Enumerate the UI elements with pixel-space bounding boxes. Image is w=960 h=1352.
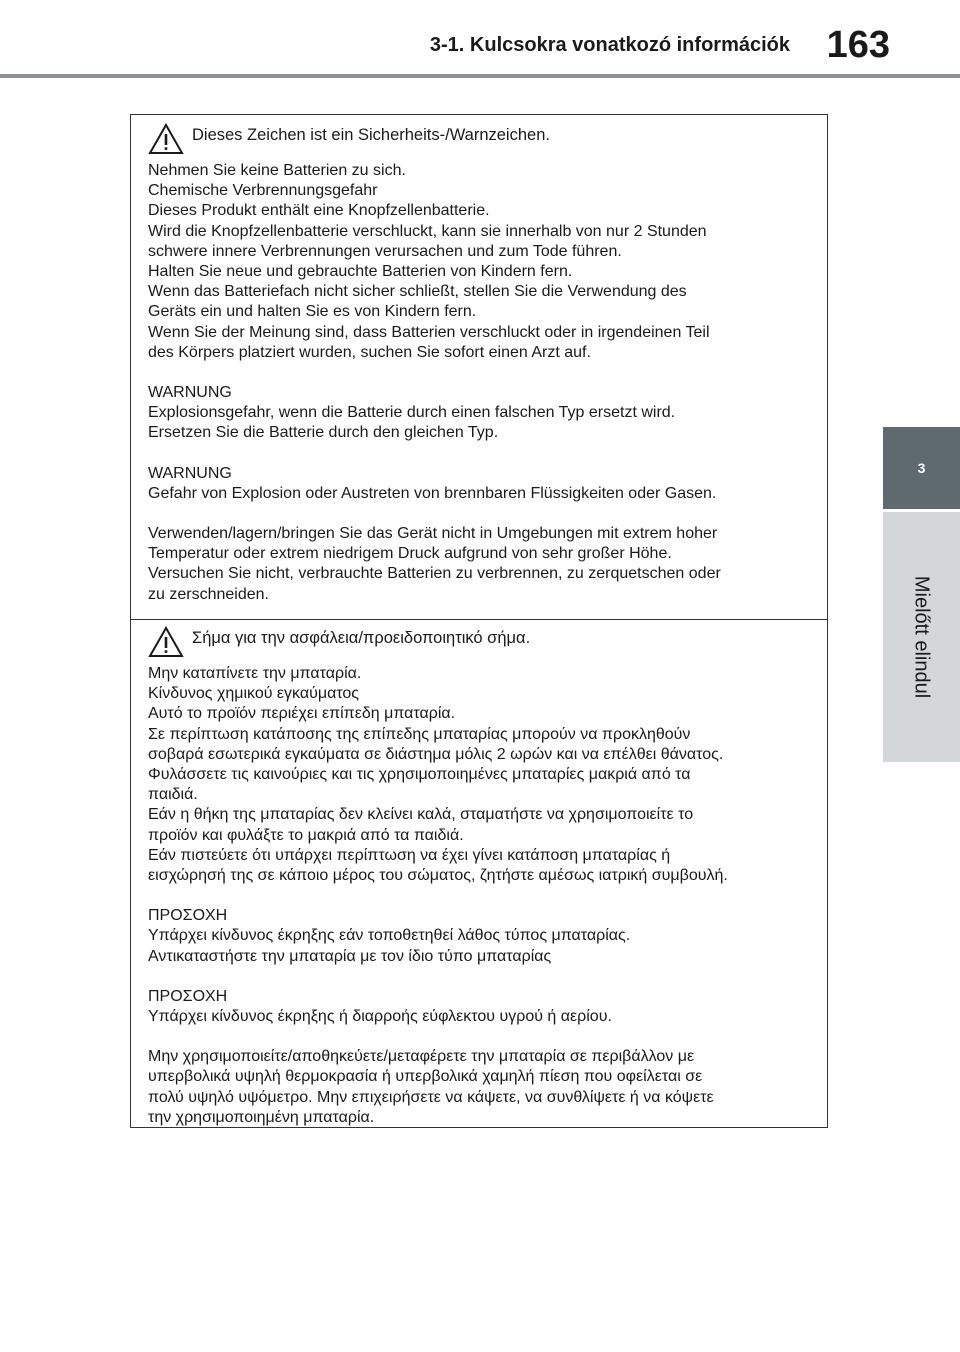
text-line: υπερβολικά υψηλή θερμοκρασία ή υπερβολικά χαμηλή πίεση που οφείλεται σε: [148, 1068, 703, 1086]
text-line: WARNUNG: [148, 384, 232, 402]
text-line: Αυτό το προϊόν περιέχει επίπεδη μπαταρία.: [148, 705, 456, 723]
text-line: Αντικαταστήστε την μπαταρία με τον ίδιο τύπο μπαταρίας: [148, 947, 552, 965]
text-line: σοβαρά εσωτερικά εγκαύματα σε διάστημα μόλις 2 ωρών και να επέλθει θάνατος.: [148, 745, 724, 763]
text-line: Υπάρχει κίνδυνος έκρηξης εάν τοποθετηθεί λάθος τύπος μπαταρίας.: [148, 927, 631, 945]
warning-heading: Σήμα για την ασφάλεια/προειδοποιητικό σήμα.: [192, 629, 531, 647]
text-line: Κίνδυνος χημικού εγκαύματος: [148, 685, 360, 703]
text-line: παιδιά.: [148, 786, 198, 804]
text-line: Wird die Knopfzellenbatterie verschluckt, kann sie innerhalb von nur 2 Stunden: [148, 222, 707, 240]
chapter-tab-label: [883, 512, 960, 762]
text-line: des Körpers platziert wurden, suchen Sie sofort einen Arzt auf.: [148, 343, 591, 361]
chapter-title: Mielőtt elindul: [910, 575, 933, 699]
paragraph-warning-explosion: [148, 987, 819, 1027]
text-line: Ersetzen Sie die Batterie durch den gleichen Typ.: [148, 424, 499, 442]
text-line: Halten Sie neue und gebrauchte Batterien von Kindern fern.: [148, 263, 573, 281]
text-line: ΠΡΟΣΟΧΗ: [148, 907, 228, 925]
text-line: Verwenden/lagern/bringen Sie das Gerät nicht in Umgebungen mit extrem hoher: [148, 525, 718, 543]
text-line: Nehmen Sie keine Batterien zu sich.: [148, 162, 406, 179]
text-line: προϊόν και φυλάξτε το μακριά από τα παιδιά.: [148, 826, 464, 844]
text-line: Μην καταπίνετε την μπαταρία.: [148, 665, 362, 682]
text-line: WARNUNG: [148, 464, 232, 482]
chapter-tab-number: [883, 427, 960, 509]
text-line: zu zerschneiden.: [148, 585, 269, 603]
warning-heading-row: [148, 626, 819, 664]
text-line: Dieses Produkt enthält eine Knopfzellenbatterie.: [148, 202, 490, 220]
text-line: Wenn das Batteriefach nicht sicher schließt, stellen Sie die Verwendung des: [148, 283, 687, 301]
paragraph-warning-explosion: [148, 464, 819, 504]
text-line: Explosionsgefahr, wenn die Batterie durch einen falschen Typ ersetzt wird.: [148, 404, 676, 422]
header-rule: [0, 74, 960, 78]
text-line: εισχώρησή της σε κάποιο μέρος του σώματος, ζητήστε αμέσως ιατρική συμβουλή.: [148, 867, 728, 885]
paragraph-ingestion: [148, 664, 819, 886]
warning-triangle-icon: [148, 123, 184, 155]
paragraph-warning-type: [148, 906, 819, 967]
warning-box-greek: [130, 620, 828, 1128]
text-line: Chemische Verbrennungsgefahr: [148, 182, 378, 200]
text-line: την χρησιμοποιημένη μπαταρία.: [148, 1108, 375, 1126]
section-title: 3-1. Kulcsokra vonatkozó információk: [429, 34, 790, 56]
warning-box-german: [130, 114, 828, 620]
text-line: Geräts ein und halten Sie es von Kindern fern.: [148, 303, 477, 321]
text-line: Εάν πιστεύετε ότι υπάρχει περίπτωση να έχει γίνει κατάποση μπαταρίας ή: [148, 846, 671, 864]
text-line: πολύ υψηλό υψόμετρο. Μην επιχειρήσετε να κάψετε, να συνθλίψετε ή να κόψετε: [148, 1088, 714, 1106]
warning-triangle-icon: [148, 626, 184, 658]
paragraph-warning-type: [148, 383, 819, 444]
text-line: Gefahr von Explosion oder Austreten von brennbaren Flüssigkeiten oder Gasen.: [148, 484, 717, 502]
warning-heading-row: [148, 123, 819, 161]
text-line: Εάν η θήκη της μπαταρίας δεν κλείνει καλά, σταματήστε να χρησιμοποιείτε το: [148, 806, 694, 824]
text-line: schwere innere Verbrennungen verursachen und zum Tode führen.: [148, 242, 622, 260]
text-line: Σε περίπτωση κατάποσης της επίπεδης μπαταρίας μπορούν να προκληθούν: [148, 725, 691, 743]
paragraph-ingestion: [148, 161, 819, 363]
text-line: Temperatur oder extrem niedrigem Druck aufgrund von sehr großer Höhe.: [148, 545, 672, 563]
chapter-number: 3: [917, 460, 926, 476]
paragraph-environment: [148, 1047, 819, 1128]
text-line: Μην χρησιμοποιείτε/αποθηκεύετε/μεταφέρετε την μπαταρία σε περιβάλλον με: [148, 1048, 695, 1066]
text-line: Υπάρχει κίνδυνος έκρηξης ή διαρροής εύφλεκτου υγρού ή αερίου.: [148, 1008, 612, 1026]
text-line: Φυλάσσετε τις καινούριες και τις χρησιμοποιημένες μπαταρίες μακριά από τα: [148, 766, 691, 784]
text-line: ΠΡΟΣΟΧΗ: [148, 987, 228, 1005]
warning-heading: Dieses Zeichen ist ein Sicherheits-/Warnzeichen.: [192, 126, 550, 144]
text-line: Versuchen Sie nicht, verbrauchte Batterien zu verbrennen, zu zerquetschen oder: [148, 565, 721, 583]
text-line: Wenn Sie der Meinung sind, dass Batterien verschluckt oder in irgendeinen Teil: [148, 323, 710, 341]
paragraph-environment: [148, 524, 819, 605]
page-number: 163: [826, 24, 890, 66]
